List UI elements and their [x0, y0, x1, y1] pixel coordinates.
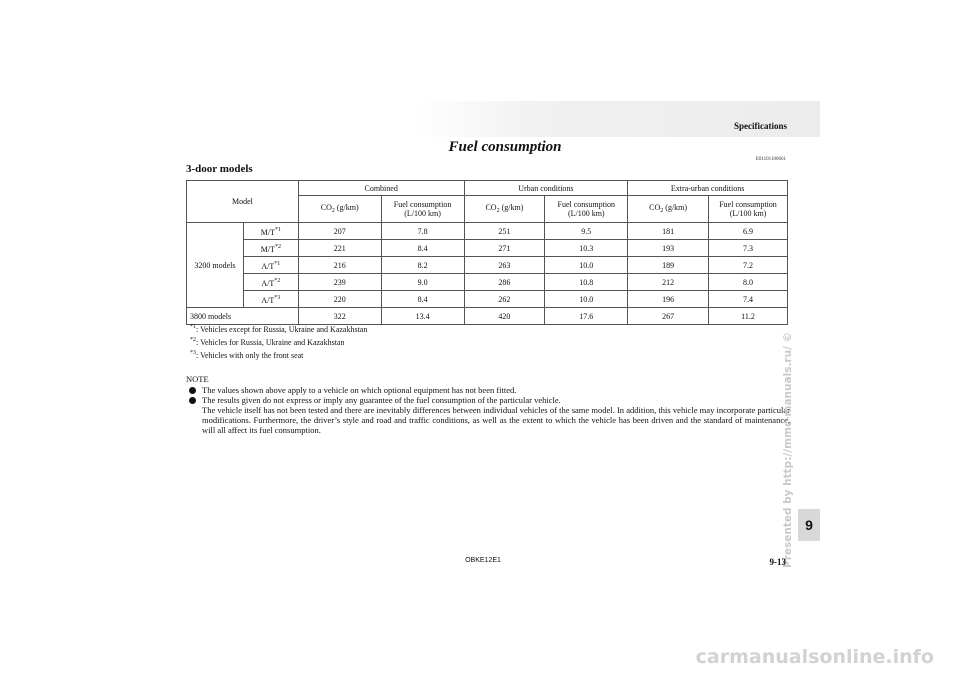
footnote: $^{*2}$: Vehicles for Russia, Ukraine and Kazakhstan — [190, 337, 345, 347]
value-cell: 10.0 — [545, 291, 628, 308]
value-cell: 196 — [628, 291, 709, 308]
vertical-watermark: Presented by http://mmc-manuals.ru/ © — [782, 331, 794, 568]
fuel-header: Fuel consumption (L/100 km) — [545, 196, 628, 223]
value-cell: 251 — [464, 223, 545, 240]
header-band — [416, 101, 820, 137]
value-cell: 207 — [298, 223, 381, 240]
value-cell: 9.5 — [545, 223, 628, 240]
value-cell: 9.0 — [381, 274, 464, 291]
value-cell: 189 — [628, 257, 709, 274]
table-row — [187, 240, 788, 257]
note-text: The results given do not express or imply any guarantee of the fuel consumption of the particular vehicle. — [202, 395, 561, 405]
note-text: The vehicle itself has not been tested and there are inevitably differences between individual vehicles of the same model. In addition, this vehicle may incorporate particular modifications. Furthermore, the driver’s style and road and traffic conditions, as well as the extent to which the vehicle has been driven and the standard of maintenance, will all affect its fuel consumption. — [202, 405, 790, 435]
model-group-3800: 3800 models — [187, 308, 299, 325]
co2-header: $CO_2$ (g/km) — [464, 196, 545, 223]
document-code: E01101100661 — [755, 157, 786, 162]
variant-cell: $M/T^{*2}$ — [243, 240, 298, 257]
variant-cell: $A/T^{*3}$ — [243, 291, 298, 308]
page-number: 9-13 — [769, 557, 786, 567]
value-cell: 221 — [298, 240, 381, 257]
fuel-consumption-table — [186, 180, 788, 325]
table-row — [187, 223, 788, 240]
section-label: Specifications — [734, 121, 787, 131]
note-text: The values shown above apply to a vehicle on which optional equipment has not been fitted. — [202, 385, 517, 395]
value-cell: 216 — [298, 257, 381, 274]
subheading: 3-door models — [186, 163, 253, 175]
co2-header: $CO_2$ (g/km) — [298, 196, 381, 223]
footnote: $^{*1}$: Vehicles except for Russia, Ukraine and Kazakhstan — [190, 324, 368, 334]
value-cell: 286 — [464, 274, 545, 291]
table-row — [187, 257, 788, 274]
value-cell: 212 — [628, 274, 709, 291]
value-cell: 8.4 — [381, 240, 464, 257]
value-cell: 6.9 — [709, 223, 788, 240]
group-header-combined: Combined — [298, 181, 464, 196]
note-section — [186, 374, 790, 435]
value-cell: 7.2 — [709, 257, 788, 274]
variant-cell: $M/T^{*1}$ — [243, 223, 298, 240]
table-header-row — [187, 181, 788, 196]
value-cell: 7.3 — [709, 240, 788, 257]
bullet-icon — [189, 387, 196, 394]
value-cell: 11.2 — [709, 308, 788, 325]
group-header-extra-urban: Extra-urban conditions — [628, 181, 788, 196]
value-cell: 13.4 — [381, 308, 464, 325]
value-cell: 239 — [298, 274, 381, 291]
page-title: Fuel consumption — [448, 139, 562, 155]
model-group-3200: 3200 models — [187, 223, 244, 308]
value-cell: 420 — [464, 308, 545, 325]
value-cell: 7.8 — [381, 223, 464, 240]
value-cell: 17.6 — [545, 308, 628, 325]
value-cell: 8.0 — [709, 274, 788, 291]
variant-cell: $A/T^{*2}$ — [243, 274, 298, 291]
bullet-icon — [189, 397, 196, 404]
variant-cell: $A/T^{*1}$ — [243, 257, 298, 274]
footer-code: OBKE12E1 — [465, 557, 501, 564]
value-cell: 267 — [628, 308, 709, 325]
table-row — [187, 291, 788, 308]
note-title: NOTE — [186, 374, 209, 384]
value-cell: 262 — [464, 291, 545, 308]
note-bullet — [186, 385, 790, 395]
footnote: $^{*3}$: Vehicles with only the front seat — [190, 350, 304, 360]
value-cell: 10.3 — [545, 240, 628, 257]
fuel-header: Fuel consumption (L/100 km) — [709, 196, 788, 223]
value-cell: 322 — [298, 308, 381, 325]
co2-header: $CO_2$ (g/km) — [628, 196, 709, 223]
value-cell: 220 — [298, 291, 381, 308]
table-row — [187, 274, 788, 291]
value-cell: 10.8 — [545, 274, 628, 291]
value-cell: 263 — [464, 257, 545, 274]
value-cell: 8.4 — [381, 291, 464, 308]
value-cell: 7.4 — [709, 291, 788, 308]
note-bullet — [186, 395, 790, 435]
fuel-header: Fuel consumption (L/100 km) — [381, 196, 464, 223]
group-header-urban: Urban conditions — [464, 181, 628, 196]
site-logo: carmanualsonline.info — [695, 646, 934, 668]
value-cell: 10.0 — [545, 257, 628, 274]
value-cell: 8.2 — [381, 257, 464, 274]
chapter-tab: 9 — [798, 509, 820, 541]
value-cell: 193 — [628, 240, 709, 257]
footnotes — [190, 322, 367, 361]
value-cell: 271 — [464, 240, 545, 257]
value-cell: 181 — [628, 223, 709, 240]
model-header: Model — [187, 181, 299, 223]
